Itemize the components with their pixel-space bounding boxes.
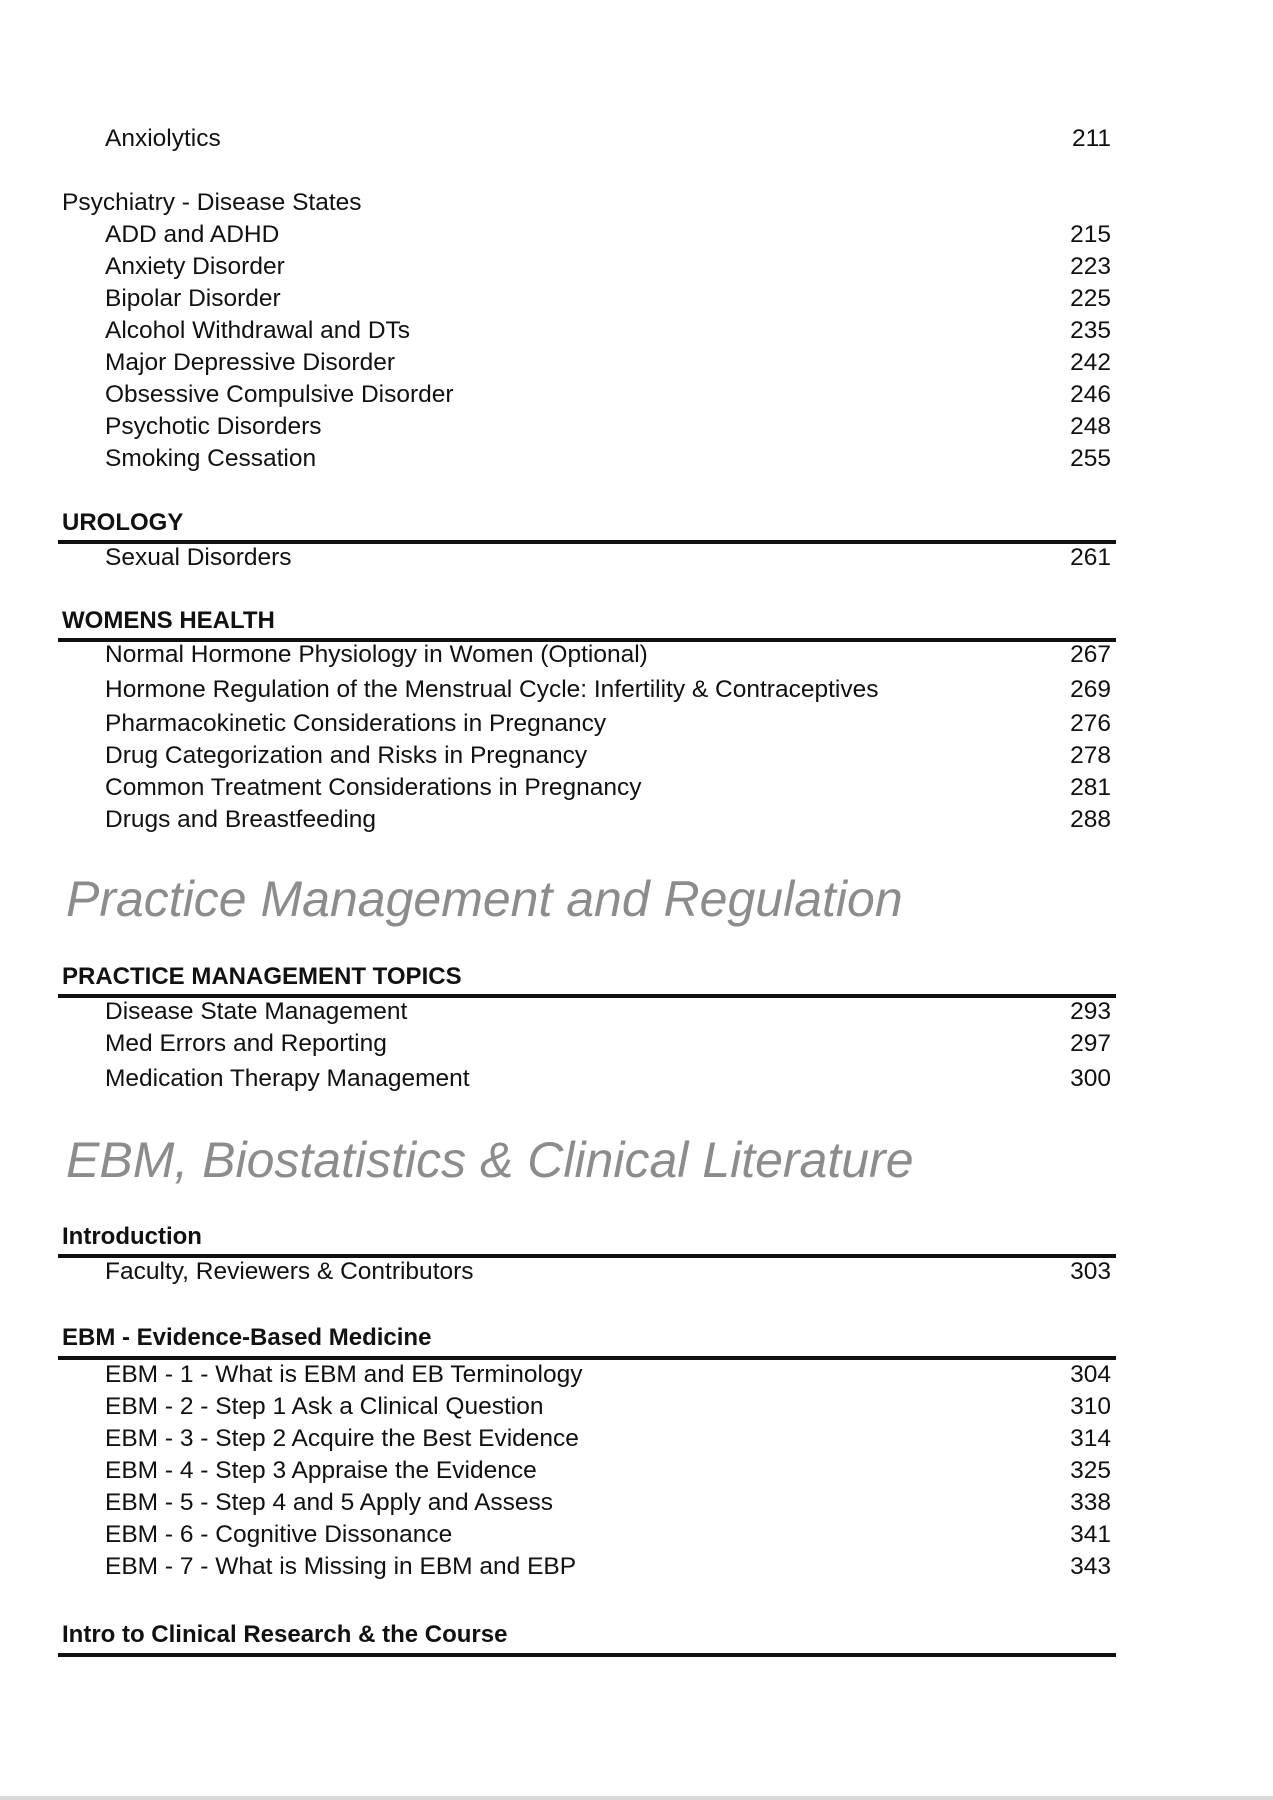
toc-entry-title: EBM - 2 - Step 1 Ask a Clinical Question bbox=[105, 1393, 544, 1420]
toc-entry-title: ADD and ADHD bbox=[105, 221, 280, 248]
section-heading: UROLOGY bbox=[62, 509, 184, 536]
toc-entry[interactable] bbox=[105, 1360, 1111, 1390]
toc-entry-title: Anxiety Disorder bbox=[105, 253, 285, 280]
section-heading: EBM - Evidence-Based Medicine bbox=[62, 1324, 432, 1351]
toc-entry-title: Obsessive Compulsive Disorder bbox=[105, 381, 454, 408]
toc-entry-page: 293 bbox=[1070, 998, 1111, 1025]
toc-entry-title: EBM - 7 - What is Missing in EBM and EBP bbox=[105, 1553, 577, 1580]
section-rule bbox=[58, 1653, 1116, 1657]
toc-entry[interactable] bbox=[105, 316, 1111, 346]
toc-entry-title: EBM - 1 - What is EBM and EB Terminology bbox=[105, 1361, 583, 1388]
toc-entry-page: 248 bbox=[1070, 413, 1111, 440]
toc-entry[interactable] bbox=[105, 1520, 1111, 1550]
section-heading: Intro to Clinical Research & the Course bbox=[62, 1621, 508, 1648]
toc-entry[interactable] bbox=[105, 348, 1111, 378]
toc-entry-page: 255 bbox=[1070, 445, 1111, 472]
toc-entry[interactable] bbox=[105, 805, 1111, 835]
toc-entry-page: 325 bbox=[1070, 1457, 1111, 1484]
toc-entry-title: Smoking Cessation bbox=[105, 445, 317, 472]
toc-entry[interactable] bbox=[105, 252, 1111, 282]
toc-entry[interactable] bbox=[105, 444, 1111, 474]
toc-entry[interactable] bbox=[105, 380, 1111, 410]
toc-entry[interactable] bbox=[105, 1552, 1111, 1582]
toc-entry-title: Alcohol Withdrawal and DTs bbox=[105, 317, 411, 344]
toc-entry-page: 278 bbox=[1070, 742, 1111, 769]
toc-entry-page: 288 bbox=[1070, 806, 1111, 833]
toc-entry[interactable] bbox=[105, 640, 1111, 670]
toc-entry-title: EBM - 5 - Step 4 and 5 Apply and Assess bbox=[105, 1489, 554, 1516]
toc-entry-page: 269 bbox=[1070, 676, 1111, 703]
toc-entry[interactable] bbox=[105, 220, 1111, 250]
toc-entry[interactable] bbox=[105, 124, 1111, 154]
toc-entry-page: 300 bbox=[1070, 1065, 1111, 1092]
part-title: EBM, Biostatistics & Clinical Literature bbox=[66, 1132, 914, 1188]
toc-entry-title: Major Depressive Disorder bbox=[105, 349, 396, 376]
toc-entry-page: 267 bbox=[1070, 641, 1111, 668]
toc-entry[interactable] bbox=[105, 675, 1111, 705]
toc-entry-title: Normal Hormone Physiology in Women (Optional) bbox=[105, 641, 648, 668]
toc-entry-page: 235 bbox=[1070, 317, 1111, 344]
toc-entry[interactable] bbox=[105, 709, 1111, 739]
toc-entry-page: 297 bbox=[1070, 1030, 1111, 1057]
toc-entry-title: Pharmacokinetic Considerations in Pregnancy bbox=[105, 710, 607, 737]
toc-entry-page: 261 bbox=[1070, 544, 1111, 571]
toc-entry-page: 242 bbox=[1070, 349, 1111, 376]
toc-entry-title: EBM - 4 - Step 3 Appraise the Evidence bbox=[105, 1457, 537, 1484]
toc-entry-title: Drug Categorization and Risks in Pregnancy bbox=[105, 742, 588, 769]
toc-entry-page: 276 bbox=[1070, 710, 1111, 737]
section-heading: PRACTICE MANAGEMENT TOPICS bbox=[62, 963, 462, 990]
toc-subsection-title: Psychiatry - Disease States bbox=[62, 189, 362, 216]
toc-entry-page: 310 bbox=[1070, 1393, 1111, 1420]
toc-entry[interactable] bbox=[105, 741, 1111, 771]
toc-entry[interactable] bbox=[105, 284, 1111, 314]
toc-entry[interactable] bbox=[105, 1257, 1111, 1287]
toc-entry-title: Bipolar Disorder bbox=[105, 285, 281, 312]
toc-entry-title: Disease State Management bbox=[105, 998, 408, 1025]
toc-entry[interactable] bbox=[105, 997, 1111, 1027]
toc-entry[interactable] bbox=[105, 1424, 1111, 1454]
toc-entry-page: 314 bbox=[1070, 1425, 1111, 1452]
toc-entry-page: 246 bbox=[1070, 381, 1111, 408]
toc-entry-page: 223 bbox=[1070, 253, 1111, 280]
toc-entry-title: Faculty, Reviewers & Contributors bbox=[105, 1258, 474, 1285]
toc-entry[interactable] bbox=[105, 1392, 1111, 1422]
toc-entry-title: Sexual Disorders bbox=[105, 544, 292, 571]
toc-entry-title: EBM - 3 - Step 2 Acquire the Best Evidence bbox=[105, 1425, 579, 1452]
section-heading: WOMENS HEALTH bbox=[62, 607, 275, 634]
toc-entry-page: 211 bbox=[1071, 125, 1111, 152]
toc-entry-title: Drugs and Breastfeeding bbox=[105, 806, 377, 833]
toc-entry-title: Medication Therapy Management bbox=[105, 1065, 470, 1092]
toc-entry[interactable] bbox=[105, 543, 1111, 573]
toc-entry-title: Psychotic Disorders bbox=[105, 413, 322, 440]
toc-entry-page: 225 bbox=[1070, 285, 1111, 312]
toc-entry-title: Common Treatment Considerations in Pregnancy bbox=[105, 774, 642, 801]
toc-entry[interactable] bbox=[105, 412, 1111, 442]
toc-entry-title: Hormone Regulation of the Menstrual Cycle: Infertility & Contraceptives bbox=[105, 676, 879, 703]
toc-entry-title: EBM - 6 - Cognitive Dissonance bbox=[105, 1521, 453, 1548]
toc-entry[interactable] bbox=[105, 1029, 1111, 1059]
toc-entry-page: 343 bbox=[1070, 1553, 1111, 1580]
toc-entry-page: 338 bbox=[1070, 1489, 1111, 1516]
toc-entry[interactable] bbox=[105, 1488, 1111, 1518]
section-heading: Introduction bbox=[62, 1223, 202, 1250]
part-title: Practice Management and Regulation bbox=[66, 871, 903, 927]
toc-entry-page: 215 bbox=[1070, 221, 1111, 248]
toc-entry[interactable] bbox=[105, 1064, 1111, 1094]
toc-entry-page: 304 bbox=[1070, 1361, 1111, 1388]
toc-entry-page: 281 bbox=[1070, 774, 1111, 801]
toc-entry-page: 303 bbox=[1070, 1258, 1111, 1285]
toc-entry-title: Med Errors and Reporting bbox=[105, 1030, 387, 1057]
toc-entry[interactable] bbox=[105, 773, 1111, 803]
toc-entry-page: 341 bbox=[1070, 1521, 1111, 1548]
page-bottom-edge bbox=[0, 1796, 1273, 1800]
toc-entry[interactable] bbox=[105, 1456, 1111, 1486]
toc-entry-title: Anxiolytics bbox=[105, 125, 221, 152]
